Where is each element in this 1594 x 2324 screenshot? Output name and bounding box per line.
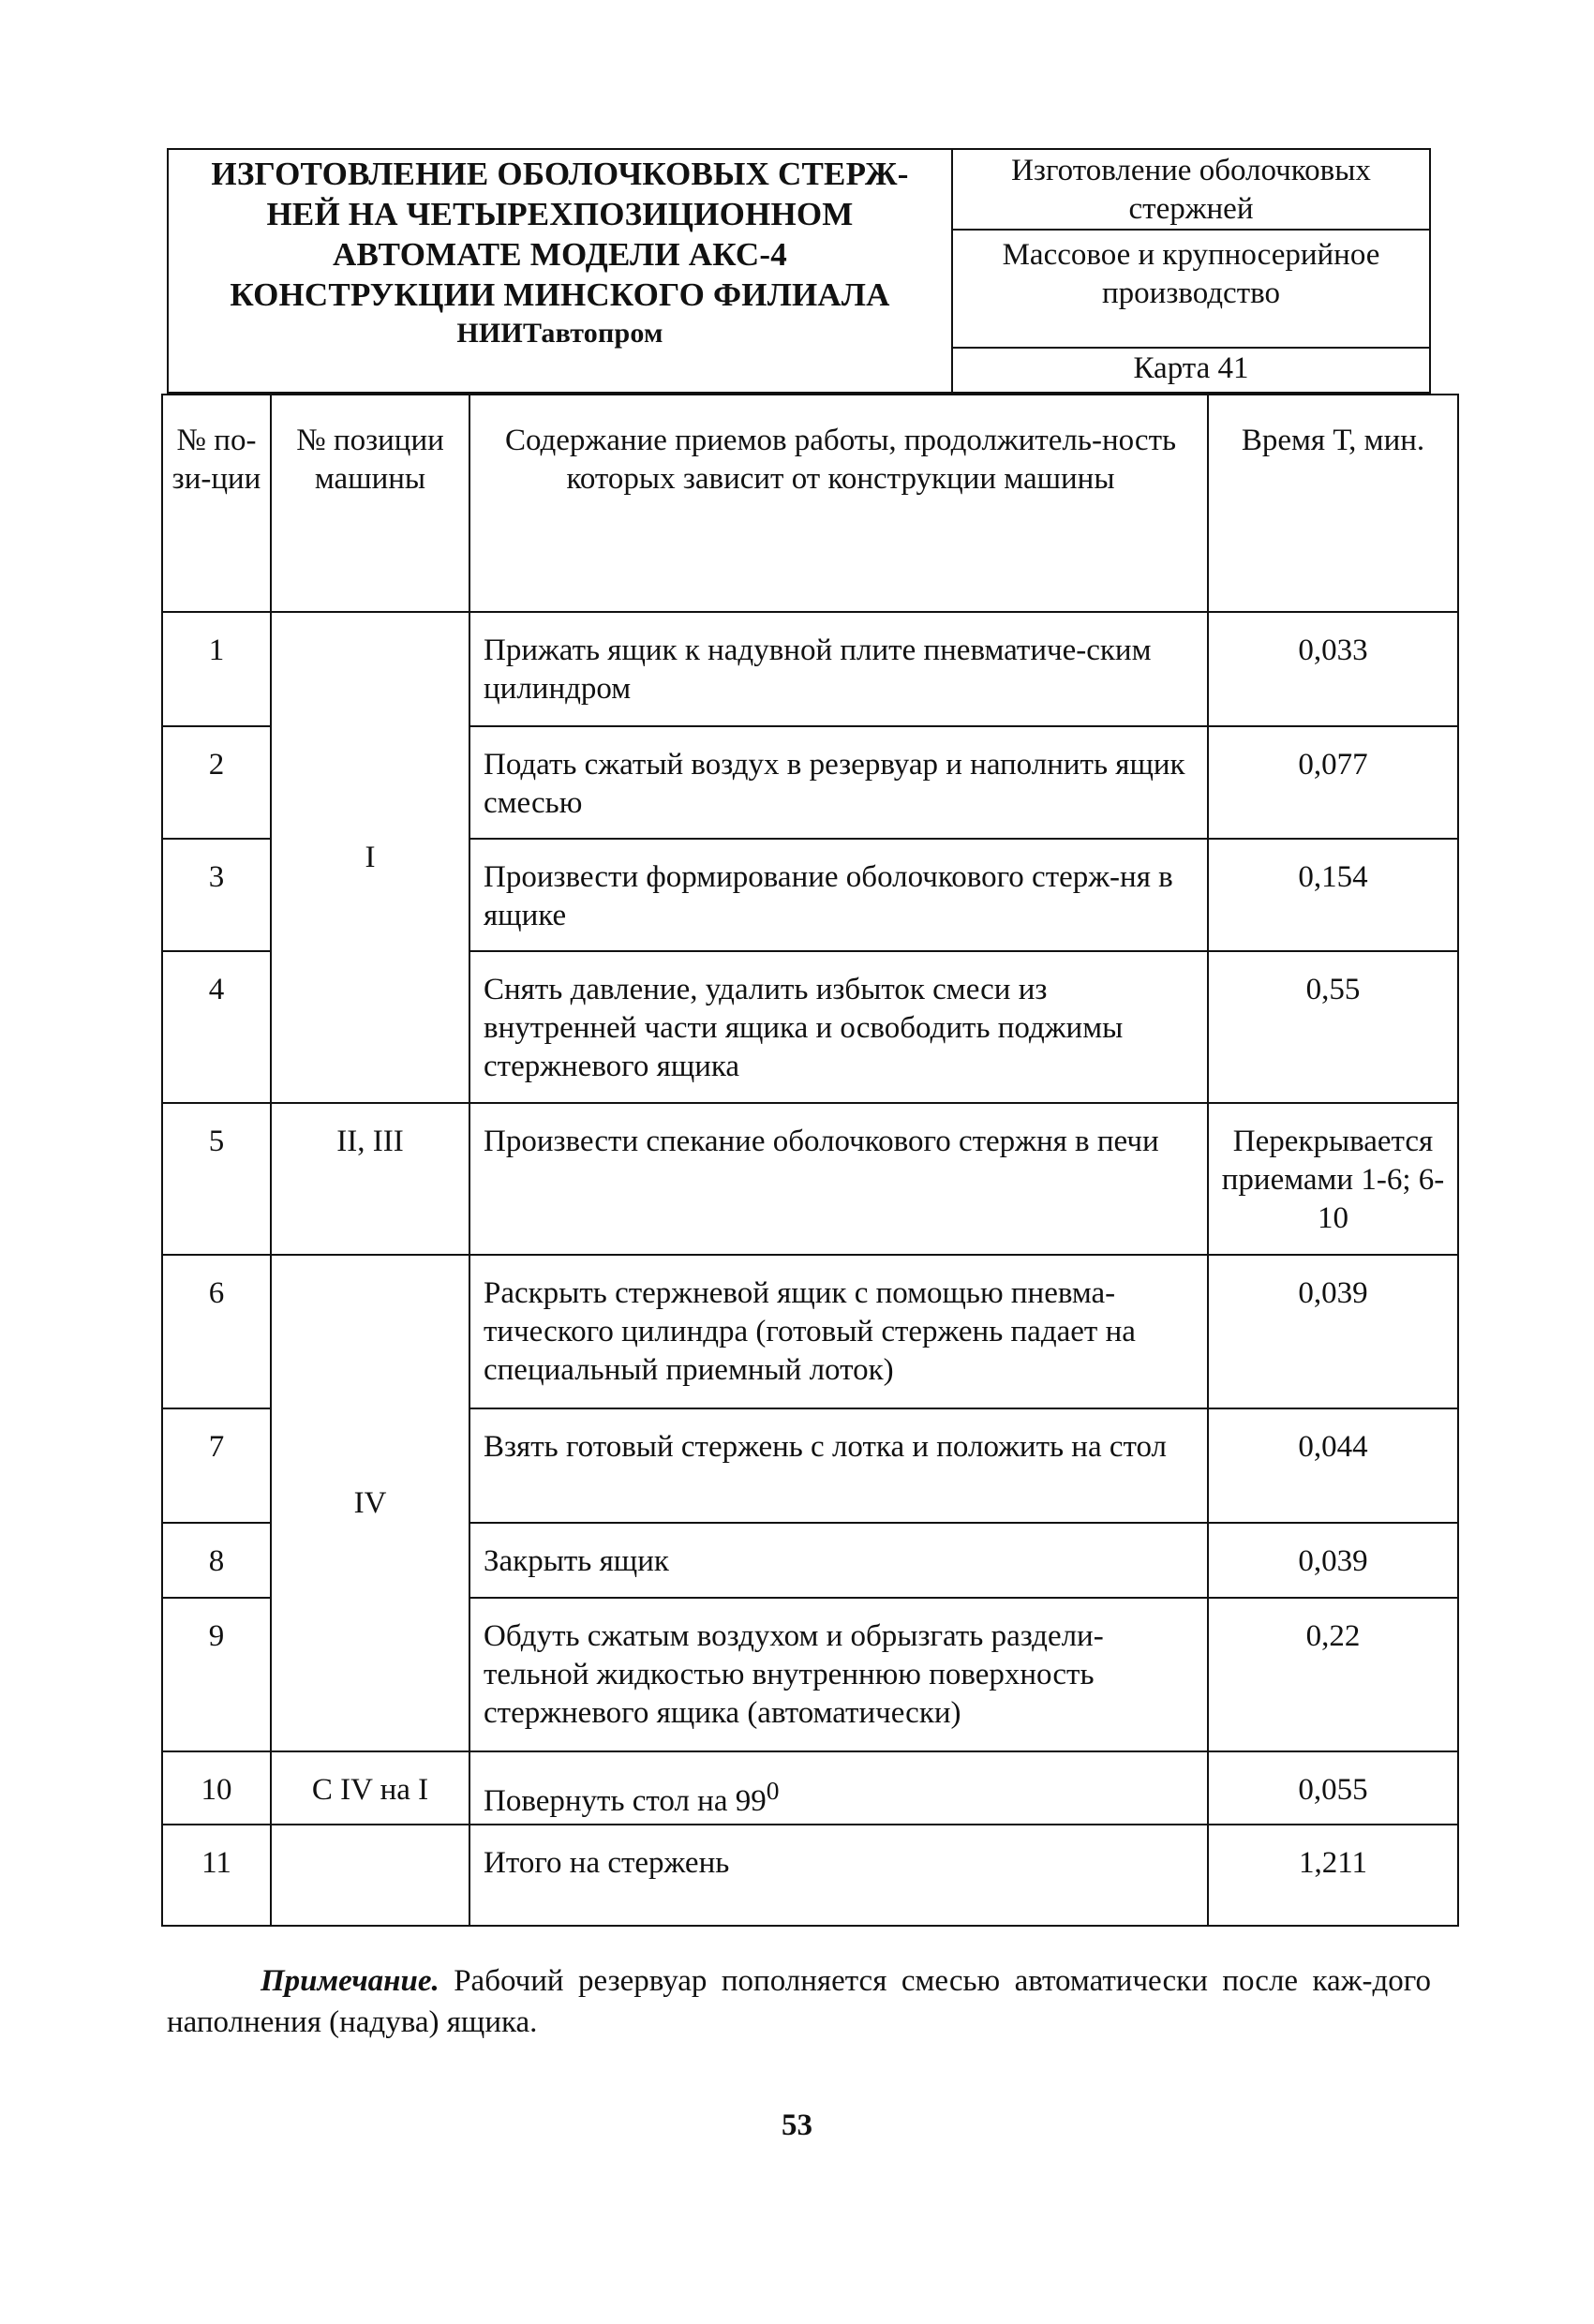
card-number: Карта 41 bbox=[1133, 351, 1249, 385]
row-number: 11 bbox=[162, 1825, 271, 1926]
card-info-block bbox=[953, 150, 1429, 392]
header-operation-content: Содержание приемов работы, продолжитель-ность которых зависит от конструкции машины bbox=[469, 395, 1208, 612]
note-text: Рабочий резервуар пополняется смесью автоматически после каж-дого наполнения (надува) ящика. bbox=[167, 1964, 1431, 2039]
table-row bbox=[162, 1103, 1458, 1255]
card-title-line-5: НИИТавтопром bbox=[456, 318, 663, 349]
machine-position: I bbox=[271, 612, 469, 1103]
machine-position bbox=[271, 1825, 469, 1926]
row-number: 1 bbox=[162, 612, 271, 726]
note-paragraph bbox=[167, 1960, 1431, 2043]
operation-time: 0,055 bbox=[1208, 1751, 1458, 1825]
operation-time: 0,033 bbox=[1208, 612, 1458, 726]
production-type: Массовое и крупносерийное производство bbox=[953, 231, 1429, 349]
row-number: 7 bbox=[162, 1408, 271, 1523]
operation-content: Закрыть ящик bbox=[469, 1523, 1208, 1598]
table-row bbox=[162, 1751, 1458, 1825]
operation-time: 0,22 bbox=[1208, 1598, 1458, 1751]
operation-time: 0,039 bbox=[1208, 1255, 1458, 1408]
operation-content: Произвести формирование оболочкового стерж-ня в ящике bbox=[469, 839, 1208, 951]
header-machine-position: № позиции машины bbox=[271, 395, 469, 612]
card-header bbox=[167, 148, 1431, 394]
operation-content: Подать сжатый воздух в резервуар и наполнить ящик смесью bbox=[469, 726, 1208, 839]
operation-time: 0,55 bbox=[1208, 951, 1458, 1103]
operations-table bbox=[161, 394, 1459, 1927]
header-time: Время Т, мин. bbox=[1208, 395, 1458, 612]
operation-content: Произвести спекание оболочкового стержня в печи bbox=[469, 1103, 1208, 1255]
machine-position: II, III bbox=[271, 1103, 469, 1255]
operation-content bbox=[469, 1751, 1208, 1825]
machine-position: IV bbox=[271, 1255, 469, 1751]
operation-content: Взять готовый стержень с лотка и положить на стол bbox=[469, 1408, 1208, 1523]
row-number: 8 bbox=[162, 1523, 271, 1598]
process-type: Изготовление оболочковых стержней bbox=[953, 150, 1429, 231]
row-number: 10 bbox=[162, 1751, 271, 1825]
operation-time: 0,077 bbox=[1208, 726, 1458, 839]
card-title-block bbox=[169, 150, 953, 392]
header-position-number: № по-зи-ции bbox=[162, 395, 271, 612]
row-number: 5 bbox=[162, 1103, 271, 1255]
table-row bbox=[162, 612, 1458, 726]
row-number: 6 bbox=[162, 1255, 271, 1408]
operation-content: Раскрыть стержневой ящик с помощью пневма-тического цилиндра (готовый стержень падает на специальный приемный лоток) bbox=[469, 1255, 1208, 1408]
operation-content: Итого на стержень bbox=[469, 1825, 1208, 1926]
machine-position: С IV на I bbox=[271, 1751, 469, 1825]
note-label: Примечание. bbox=[261, 1964, 439, 1998]
operation-time: 0,154 bbox=[1208, 839, 1458, 951]
page-number: 53 bbox=[782, 2108, 812, 2142]
degree-superscript: 0 bbox=[766, 1776, 780, 1805]
card-title-line-2: НЕЙ НА ЧЕТЫРЕХПОЗИЦИОННОМ bbox=[266, 196, 854, 232]
table-header-row bbox=[162, 395, 1458, 612]
operation-content: Прижать ящик к надувной плите пневматиче-ским цилиндром bbox=[469, 612, 1208, 726]
operation-content: Обдуть сжатым воздухом и обрызгать раздели-тельной жидкостью внутреннюю поверхность стержневого ящика (автоматически) bbox=[469, 1598, 1208, 1751]
operation-time: 1,211 bbox=[1208, 1825, 1458, 1926]
card-title-line-1: ИЗГОТОВЛЕНИЕ ОБОЛОЧКОВЫХ СТЕРЖ- bbox=[211, 156, 909, 192]
row-number: 9 bbox=[162, 1598, 271, 1751]
row-number: 3 bbox=[162, 839, 271, 951]
row-number: 2 bbox=[162, 726, 271, 839]
card-title-line-3: АВТОМАТЕ МОДЕЛИ АКС-4 bbox=[333, 236, 787, 273]
operation-time: Перекрывается приемами 1-6; 6-10 bbox=[1208, 1103, 1458, 1255]
operation-content: Снять давление, удалить избыток смеси из внутренней части ящика и освободить поджимы стержневого ящика bbox=[469, 951, 1208, 1103]
card-title-line-4: КОНСТРУКЦИИ МИНСКОГО ФИЛИАЛА bbox=[230, 276, 890, 313]
operation-time: 0,039 bbox=[1208, 1523, 1458, 1598]
operation-time: 0,044 bbox=[1208, 1408, 1458, 1523]
table-row bbox=[162, 1255, 1458, 1408]
table-row bbox=[162, 1825, 1458, 1926]
row-number: 4 bbox=[162, 951, 271, 1103]
operation-content-text: Повернуть стол на 99 bbox=[484, 1784, 767, 1818]
